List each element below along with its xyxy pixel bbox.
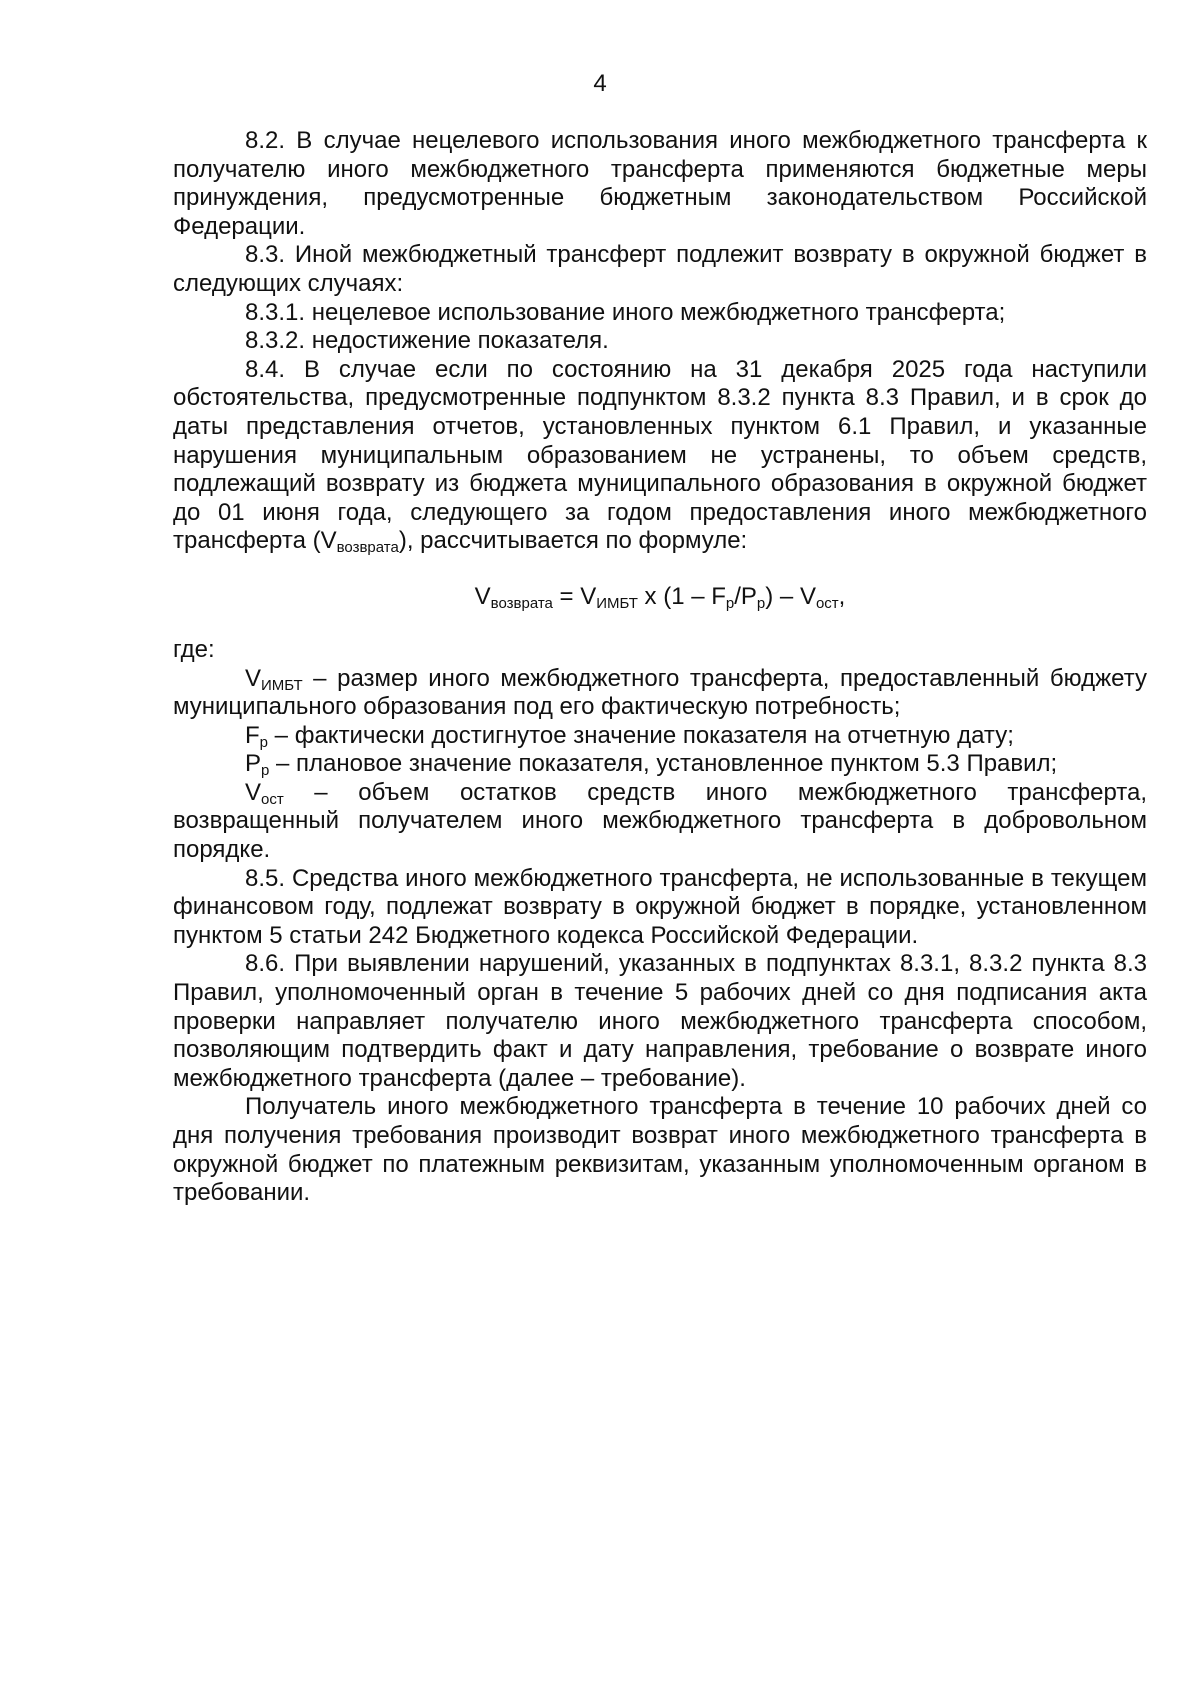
paragraph-8-4 bbox=[173, 356, 1147, 556]
definition-fp bbox=[173, 722, 1147, 751]
def-ost-subscript: ост bbox=[261, 790, 284, 808]
formula-minus: ) – V bbox=[765, 582, 816, 610]
paragraph-8-4-tail: ), рассчитывается по формуле: bbox=[398, 527, 748, 555]
def-imbt-symbol: V bbox=[245, 664, 262, 692]
def-fp-subscript: р bbox=[259, 733, 269, 751]
paragraph-8-4-lead: 8.4. В случае если по состоянию на 31 декабря 2025 года наступили обстоятельства, предусмотренные подпунктом 8.3.2 пункта 8.3 Правил, и в срок до даты представления отчетов, установленных пунктом 6.1 Правил, и указанные нарушения муниципальным образованием не устранены, то объем средств, подлежащий возврату из бюджета муниципального образования в окружной бюджет до 01 июня года, следующего за годом предоставления иного межбюджетного трансферта (V bbox=[173, 355, 1147, 555]
paragraph-8-6: 8.6. При выявлении нарушений, указанных в подпунктах 8.3.1, 8.3.2 пункта 8.3 Правил, уполномоченный орган в течение 5 рабочих дней со дня подписания акта проверки направляет получателю иного межбюджетного трансферта способом, позволяющим подтвердить факт и дату направления, требование о возврате иного межбюджетного трансферта (далее – требование). bbox=[173, 950, 1147, 1092]
def-pp-text: – плановое значение показателя, установленное пунктом 5.3 Правил; bbox=[269, 750, 1058, 778]
formula-v: V bbox=[474, 582, 491, 610]
document-body bbox=[173, 127, 1147, 1208]
formula-sub-p1: р bbox=[725, 594, 735, 612]
def-pp-symbol: P bbox=[245, 750, 262, 778]
paragraph-8-3: 8.3. Иной межбюджетный трансферт подлежит возврату в окружной бюджет в следующих случаях: bbox=[173, 241, 1147, 297]
formula-eq: = V bbox=[552, 582, 597, 610]
return-formula bbox=[173, 556, 1147, 636]
page-number: 4 bbox=[593, 70, 607, 97]
paragraph-8-3-2: 8.3.2. недостижение показателя. bbox=[245, 327, 609, 355]
paragraph-8-2: 8.2. В случае нецелевого использования иного межбюджетного трансферта к получателю иного межбюджетного трансферта применяются бюджетные меры принуждения, предусмотренные бюджетным законодательством Российской Федерации. bbox=[173, 127, 1147, 240]
formula-sub-ost: ост bbox=[815, 594, 839, 612]
def-imbt-subscript: ИМБТ bbox=[261, 676, 303, 694]
def-fp-text: – фактически достигнутое значение показателя на отчетную дату; bbox=[268, 721, 1014, 749]
formula-end: , bbox=[838, 582, 846, 610]
def-imbt-text: – размер иного межбюджетного трансферта, предоставленный бюджету муниципального образования под его фактическую потребность; bbox=[173, 664, 1147, 721]
def-ost-symbol: V bbox=[245, 778, 262, 806]
paragraph-8-3-1: 8.3.1. нецелевое использование иного межбюджетного трансферта; bbox=[245, 298, 1006, 326]
formula-sub-imbt: ИМБТ bbox=[596, 594, 638, 612]
paragraph-final: Получатель иного межбюджетного трансферта в течение 10 рабочих дней со дня получения требования производит возврат иного межбюджетного трансферта в окружной бюджет по платежным реквизитам, указанным уполномоченным органом в требовании. bbox=[173, 1093, 1147, 1207]
formula-sub-p2: р bbox=[756, 594, 766, 612]
paragraph-8-5: 8.5. Средства иного межбюджетного трансферта, не использованные в текущем финансовом году, подлежат возврату в окружной бюджет в порядке, установленном пунктом 5 статьи 242 Бюджетного кодекса Российской Федерации. bbox=[173, 864, 1147, 949]
definition-v-ost bbox=[173, 779, 1147, 865]
definition-pp bbox=[173, 750, 1147, 779]
formula-mid: x (1 – F bbox=[637, 582, 726, 610]
def-pp-subscript: р bbox=[261, 762, 270, 780]
paragraph-8-4-subscript: возврата bbox=[336, 539, 399, 557]
def-ost-text: – объем остатков средств иного межбюджетного трансферта, возвращенный получателем иного межбюджетного трансферта в добровольном порядке. bbox=[173, 778, 1147, 864]
def-fp-symbol: F bbox=[245, 721, 260, 749]
formula-sub-vozvrata: возврата bbox=[490, 594, 553, 612]
definition-v-imbt bbox=[173, 665, 1147, 722]
where-label: где: bbox=[173, 635, 215, 663]
formula-slash: /P bbox=[734, 582, 757, 610]
